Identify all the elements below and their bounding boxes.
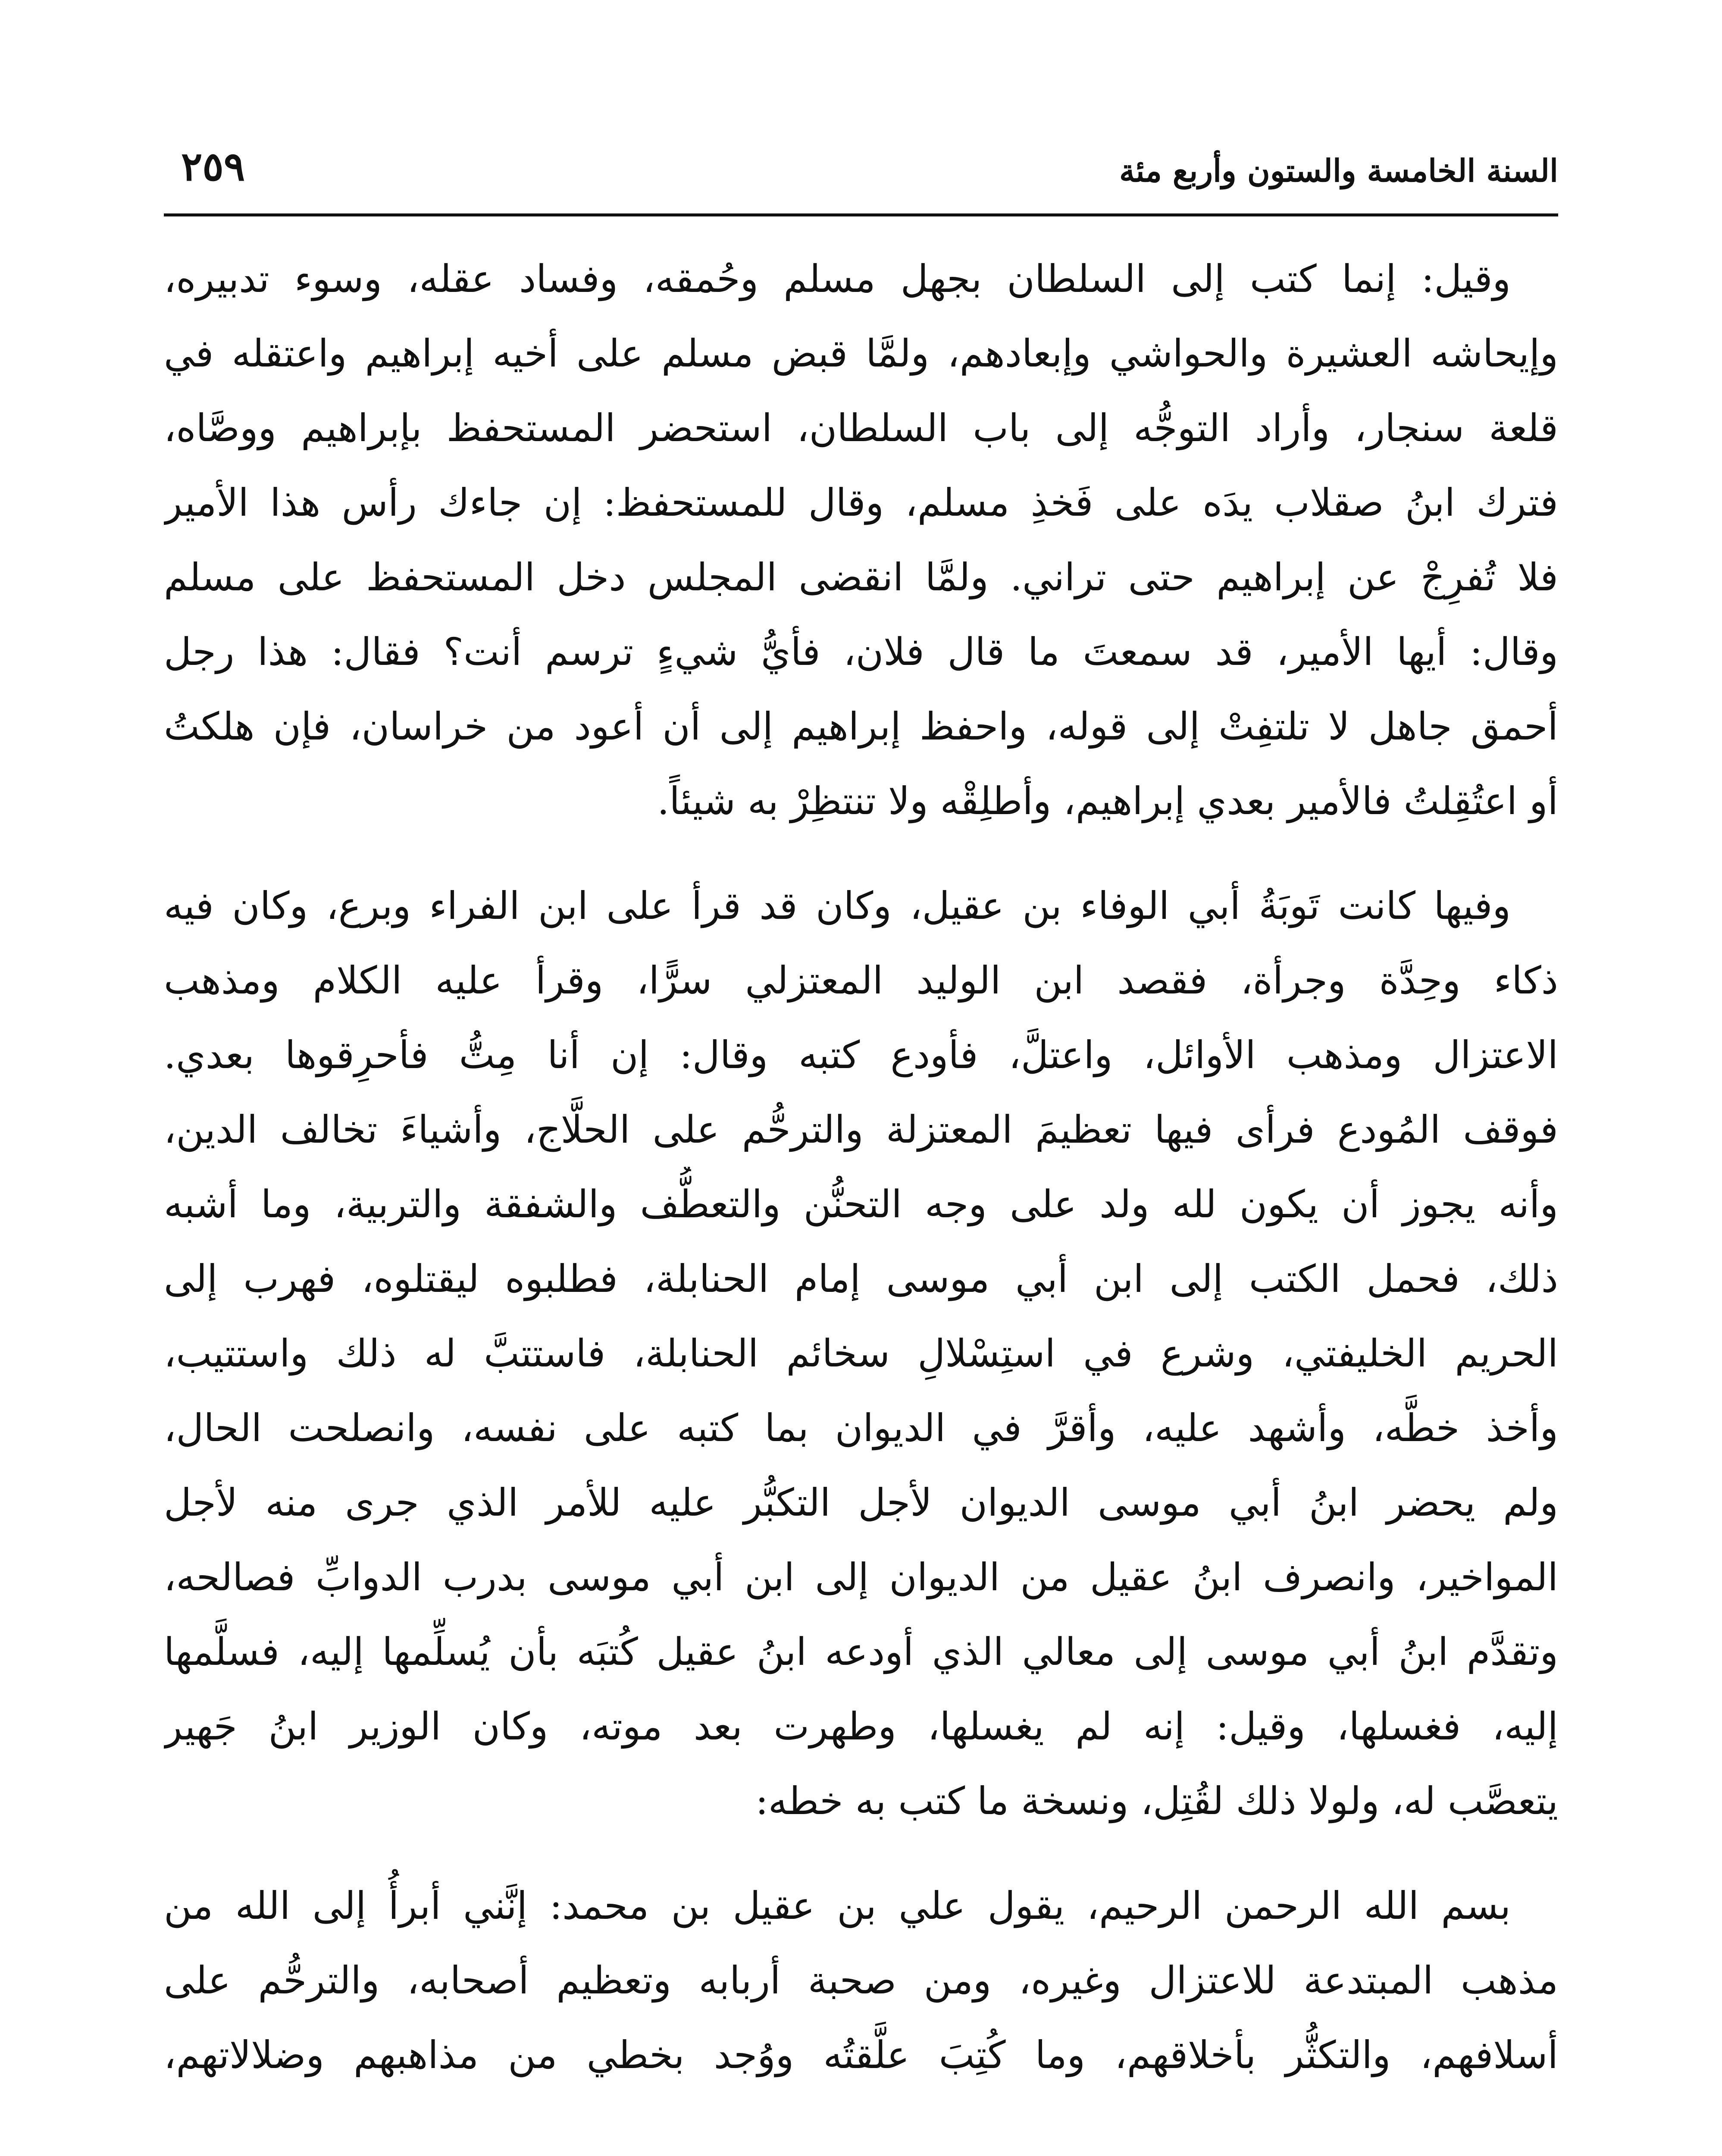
running-title: السنة الخامسة والستون وأربع مئة (1119, 152, 1558, 189)
paragraph-2 (164, 868, 1558, 1838)
text-line: فوقف المُودع فرأى فيها تعظيمَ المعتزلة والترحُّم على الحلَّاج، وأشياءَ تخالف الدين، (164, 1107, 1558, 1152)
text-line: ولم يحضر ابنُ أبي موسى الديوان لأجل التكبُّر عليه للأمر الذي جرى منه لأجل (164, 1480, 1558, 1525)
text-line: فترك ابنُ صقلاب يدَه على فَخذِ مسلم، وقال للمستحفظ: إن جاءك رأس هذا الأمير (164, 480, 1558, 525)
page-number: ٢٥٩ (181, 143, 245, 190)
text-line: أحمق جاهل لا تلتفِتْ إلى قوله، واحفظ إبراهيم إلى أن أعود من خراسان، فإن هلكتُ (164, 704, 1558, 749)
text-line: وإيحاشه العشيرة والحواشي وإبعادهم، ولمَّا قبض مسلم على أخيه إبراهيم واعتقله في (164, 331, 1558, 376)
text-line: فلا تُفرِجْ عن إبراهيم حتى تراني. ولمَّا انقضى المجلس دخل المستحفظ على مسلم (164, 555, 1558, 599)
text-line: مذهب المبتدعة للاعتزال وغيره، ومن صحبة أربابه وتعظيم أصحابه، والترحُّم على (164, 1958, 1558, 2002)
header-rule (164, 213, 1558, 216)
page-body (164, 241, 1558, 2092)
text-line: أسلافهم، والتكثُّر بأخلاقهم، وما كُتِبَ علَّقتُه ووُجد بخطي من مذاهبهم وضلالاتهم، (164, 2033, 1558, 2077)
text-line: أو اعتُقِلتُ فالأمير بعدي إبراهيم، وأطلِقْه ولا تنتظِرْ به شيئاً. (657, 779, 1558, 823)
text-line: بسم الله الرحمن الرحيم، يقول علي بن عقيل بن محمد: إنَّني أبرأُ إلى الله من (164, 1883, 1511, 1928)
text-line: وتقدَّم ابنُ أبي موسى إلى معالي الذي أودعه ابنُ عقيل كُتبَه بأن يُسلِّمها إليه، فسلَّمها (164, 1630, 1558, 1674)
text-line: الاعتزال ومذهب الأوائل، واعتلَّ، فأودع كتبه وقال: إن أنا مِتُّ فأحرِقوها بعدي. (164, 1033, 1558, 1077)
text-line: قلعة سنجار، وأراد التوجُّه إلى باب السلطان، استحضر المستحفظ بإبراهيم ووصَّاه، (164, 406, 1558, 450)
text-line: وفيها كانت تَوبَةُ أبي الوفاء بن عقيل، وكان قد قرأ على ابن الفراء وبرع، وكان فيه (164, 884, 1511, 928)
text-line: وأخذ خطَّه، وأشهد عليه، وأقرَّ في الديوان بما كتبه على نفسه، وانصلحت الحال، (164, 1406, 1558, 1450)
text-line: الحريم الخليفتي، وشرع في استِسْلالِ سخائم الحنابلة، فاستتبَّ له ذلك واستتيب، (164, 1331, 1558, 1376)
text-line: ذكاء وحِدَّة وجرأة، فقصد ابن الوليد المعتزلي سرًّا، وقرأ عليه الكلام ومذهب (164, 958, 1558, 1003)
text-line: المواخير، وانصرف ابنُ عقيل من الديوان إلى ابن أبي موسى بدرب الدوابِّ فصالحه، (164, 1555, 1558, 1599)
text-line: وأنه يجوز أن يكون لله ولد على وجه التحنُّن والتعطُّف والشفقة والتربية، وما أشبه (164, 1182, 1558, 1226)
text-line: وقال: أيها الأمير، قد سمعتَ ما قال فلان، فأيُّ شيءٍ ترسم أنت؟ فقال: هذا رجل (164, 630, 1558, 674)
paragraph-3 (164, 1868, 1558, 2092)
paragraph-1 (164, 241, 1558, 838)
page-header (164, 138, 1558, 203)
text-line: يتعصَّب له، ولولا ذلك لقُتِل، ونسخة ما كتب به خطه: (755, 1779, 1558, 1823)
text-line: ذلك، فحمل الكتب إلى ابن أبي موسى إمام الحنابلة، فطلبوه ليقتلوه، فهرب إلى (164, 1257, 1558, 1301)
text-line: إليه، فغسلها، وقيل: إنه لم يغسلها، وطهرت بعد موته، وكان الوزير ابنُ جَهير (164, 1704, 1558, 1749)
text-line: وقيل: إنما كتب إلى السلطان بجهل مسلم وحُمقه، وفساد عقله، وسوء تدبيره، (164, 257, 1511, 301)
